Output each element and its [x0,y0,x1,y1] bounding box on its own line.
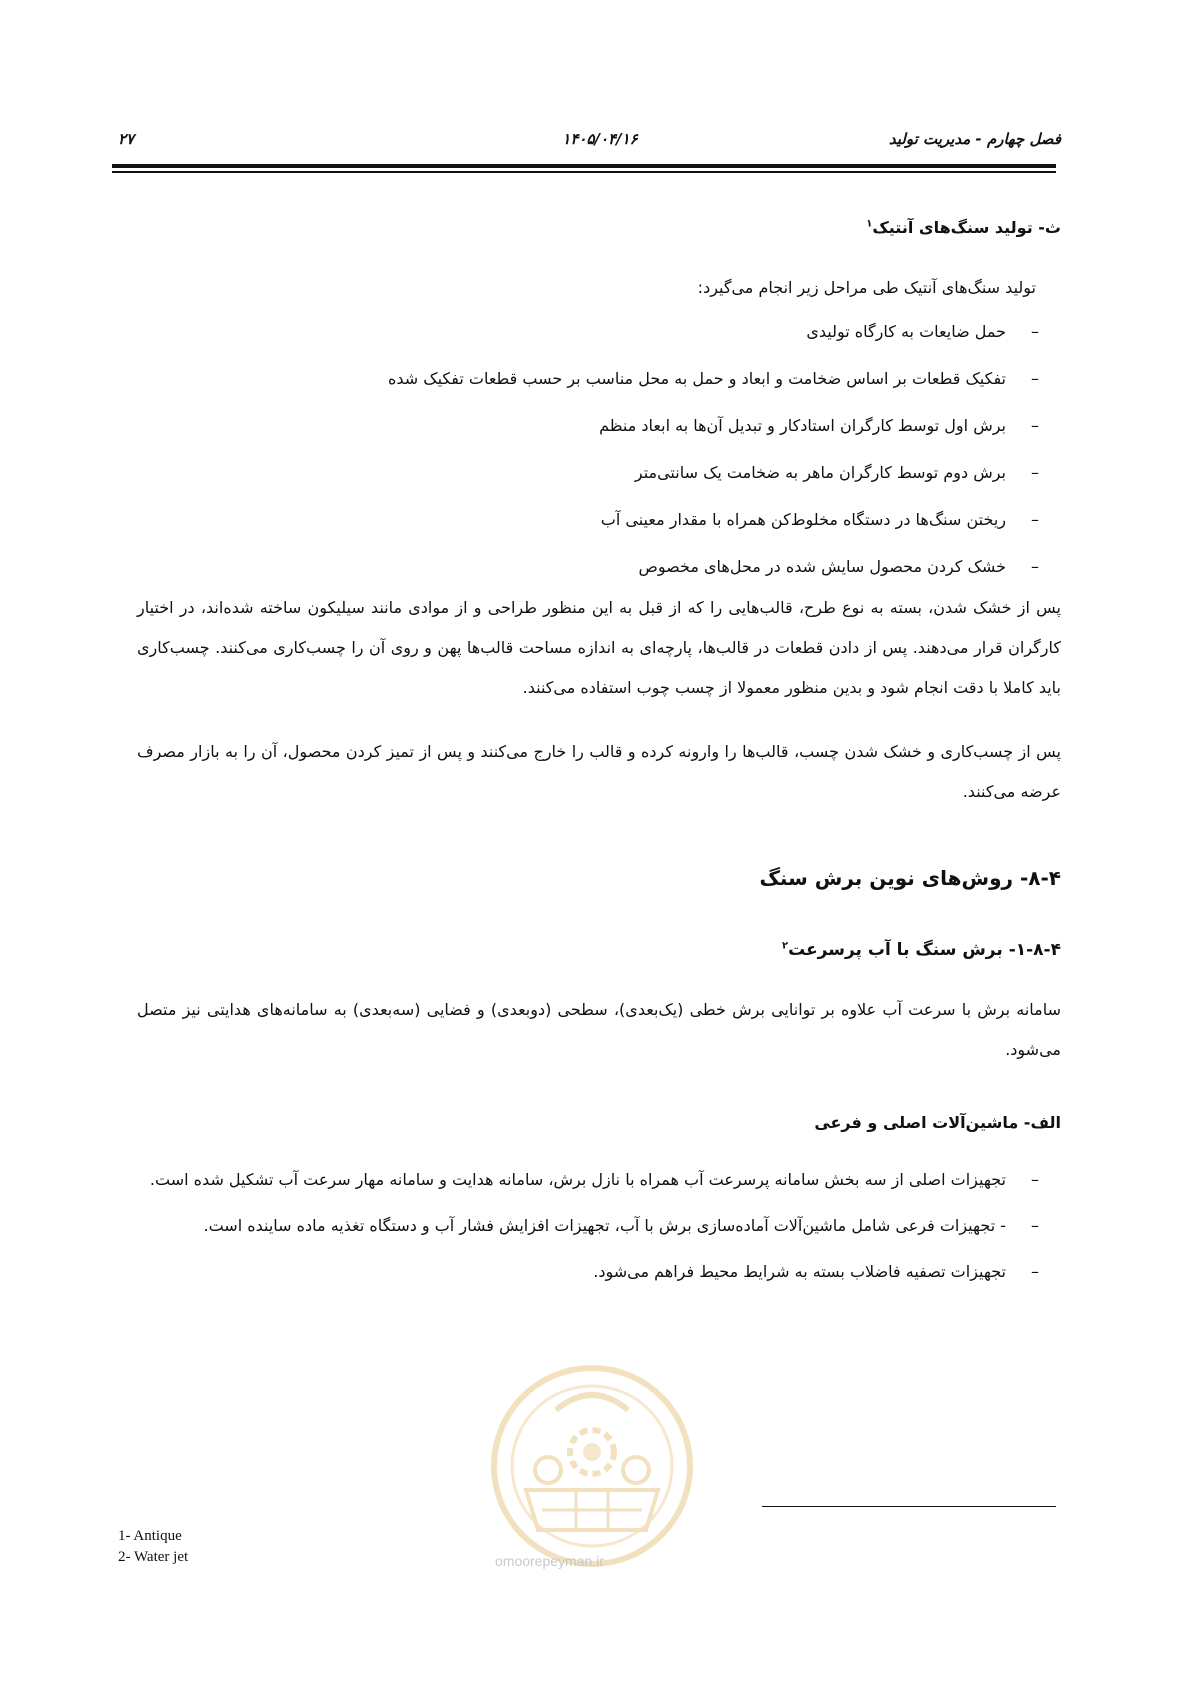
page-number: ۲۷ [118,130,135,148]
list-item-text: تجهیزات تصفیه فاضلاب بسته به شرایط محیط فراهم می‌شود. [593,1262,1006,1281]
header-rule-thick [112,164,1056,168]
footnote-ref-1: ۱ [866,218,873,230]
list-dash: – [1031,1262,1039,1281]
list-item [161,312,1061,359]
watermark-logo-icon [486,1360,698,1572]
list-item [161,453,1061,500]
section-heading-waterjet [782,940,1061,960]
footnote-2: 2- Water jet [118,1549,189,1565]
section-heading-modern-cutting: ۸-۴- روش‌های نوین برش سنگ [759,866,1061,890]
list-dash: – [1031,322,1039,341]
list-dash: – [1031,369,1039,388]
list-dash: – [1031,463,1039,482]
list-item-text: خشک کردن محصول سایش شده در محل‌های مخصوص [638,557,1006,576]
footnote-ref-2: ۲ [781,940,789,952]
header-date: ۱۴۰۵/۰۴/۱۶ [562,130,638,148]
list-dash: – [1031,1170,1039,1189]
list-item-text: تجهیزات اصلی از سه بخش سامانه پرسرعت آب همراه با نازل برش، سامانه هدایت و سامانه مهار سرعت آب تشکیل شده است. [149,1170,1006,1189]
machinery-list [137,1160,1061,1292]
list-item [161,500,1061,547]
section-heading-antique [866,218,1061,237]
list-item [137,1252,1061,1292]
header-rule-thin [112,171,1056,173]
antique-steps-list [161,312,1061,594]
antique-paragraph-1: پس از خشک شدن، بسته به نوع طرح، قالب‌هایی را که از قبل به این منظور طراحی و از موادی مانند سیلیکون ساخته شده‌اند، در اختیار کارگران قرار می‌دهند. پس از دادن قطعات در قالب‌ها، پارچه‌ای به اندازه مساحت قالب‌ها پهن و روی آن را چسب‌کاری می‌کنند. چسب‌کاری باید کاملا با دقت انجام شود و بدین منظور معمولا از چسب چوب استفاده می‌کنند. [137,598,1061,697]
list-item-text: برش دوم توسط کارگران ماهر به ضخامت یک سانتی‌متر [634,463,1006,482]
list-item-text: - تجهیزات فرعی شامل ماشین‌آلات آماده‌سازی برش با آب، تجهیزات افزایش فشار آب و دستگاه تغذیه ماده ساینده است. [203,1216,1006,1235]
list-dash: – [1031,557,1039,576]
list-item [161,406,1061,453]
list-dash: – [1031,1216,1039,1235]
footnote-1: 1- Antique [118,1528,182,1544]
watermark-text: omoorepeyman.ir [495,1553,604,1569]
list-item-text: حمل ضایعات به کارگاه تولیدی [806,322,1006,341]
footnotes [118,1526,188,1568]
list-item [137,1206,1061,1246]
list-item-text: تفکیک قطعات بر اساس ضخامت و ابعاد و حمل به محل مناسب بر حسب قطعات تفکیک شده [387,369,1006,388]
list-item-text: برش اول توسط کارگران استادکار و تبدیل آن‌ها به ابعاد منظم [599,416,1006,435]
footnote-rule [762,1506,1056,1507]
section-heading-machinery: الف- ماشین‌آلات اصلی و فرعی [814,1113,1061,1132]
section-heading-waterjet-text: ۱-۸-۴- برش سنگ با آب پرسرعت [788,940,1061,960]
chapter-header: فصل چهارم - مدیریت تولید [888,130,1061,148]
list-item [137,1160,1061,1200]
list-item [161,547,1061,594]
waterjet-paragraph: سامانه برش با سرعت آب علاوه بر توانایی برش خطی (یک‌بعدی)، سطحی (دوبعدی) و فضایی (سه‌بعدی) به سامانه‌های هدایتی نیز متصل می‌شود. [137,1000,1061,1059]
list-dash: – [1031,510,1039,529]
list-item-text: ریختن سنگ‌ها در دستگاه مخلوط‌کن همراه با مقدار معینی آب [600,510,1006,529]
antique-intro: تولید سنگ‌های آنتیک طی مراحل زیر انجام می‌گیرد: [697,278,1036,297]
list-item [161,359,1061,406]
section-heading-antique-text: ث- تولید سنگ‌های آنتیک [872,218,1061,237]
list-dash: – [1031,416,1039,435]
antique-paragraph-2: پس از چسب‌کاری و خشک شدن چسب، قالب‌ها را وارونه کرده و قالب را خارج می‌کنند و پس از تمیز کردن محصول، آن را به بازار مصرف عرضه می‌کنند. [137,742,1061,801]
